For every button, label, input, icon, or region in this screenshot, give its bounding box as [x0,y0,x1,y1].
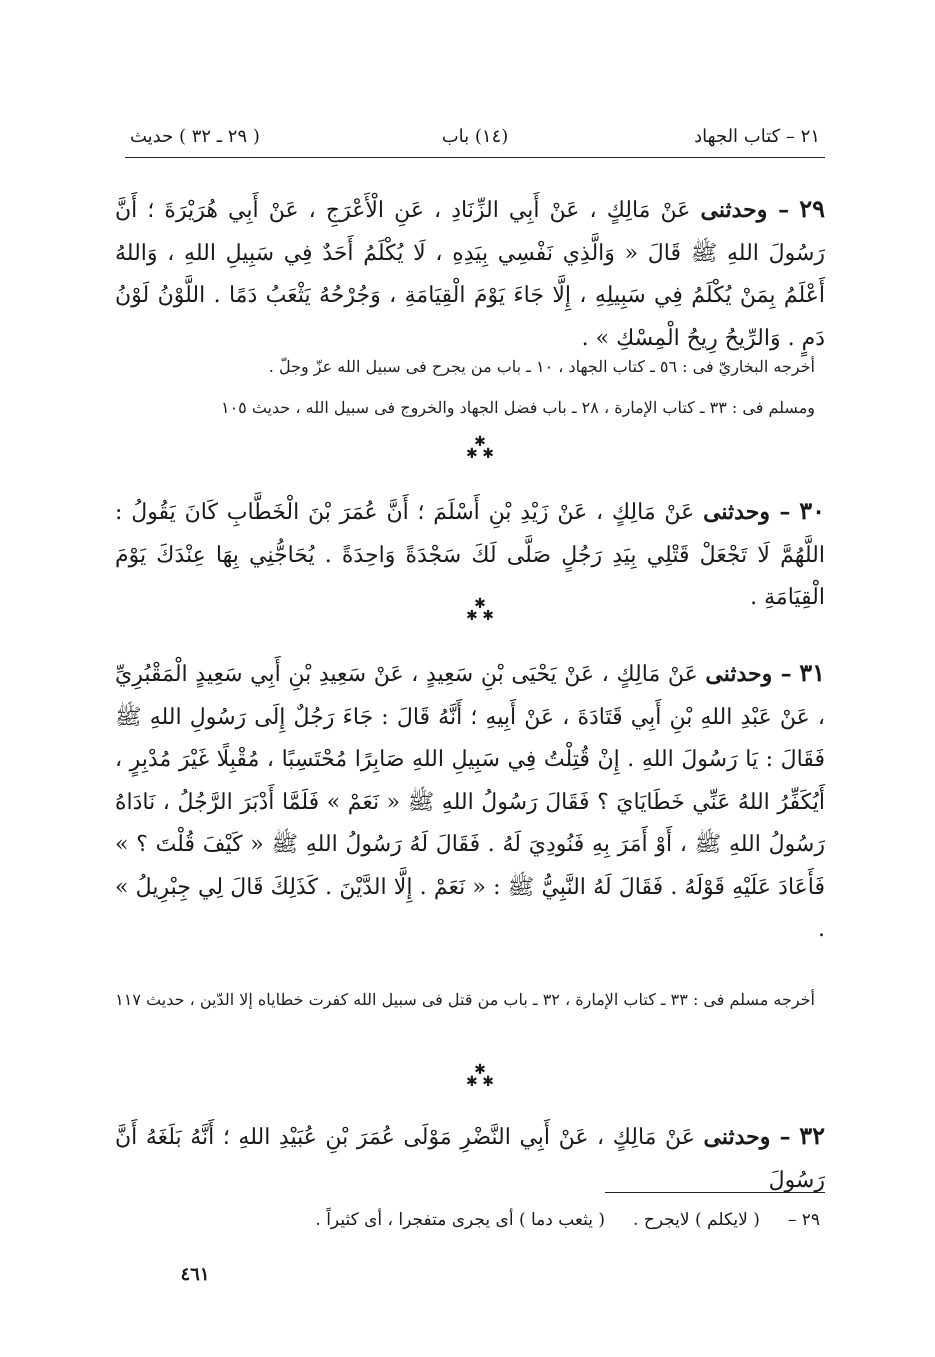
hadith-text: عَنْ مَالِكٍ ، عَنْ يَحْيَى بْنِ سَعِيدٍ ، عَنْ سَعِيدِ بْنِ أَبِي سَعِيدٍ الْمَقْبُرِيِّ ، عَنْ عَبْدِ اللهِ بْنِ أَبِي قَتَادَةَ ، عَنْ أَبِيهِ ؛ أَنَّهُ قَالَ : جَاءَ رَجُلٌ إِلَى رَسُولِ اللهِ ﷺ فَقَالَ : يَا رَسُولَ اللهِ . إِنْ قُتِلْتُ فِي سَبِيلِ اللهِ صَابِرًا مُحْتَسِبًا ، مُقْبِلًا غَيْرَ مُدْبِرٍ ، أَيُكَفِّرُ اللهُ عَنِّي خَطَايَايَ ؟ فَقَالَ رَسُولُ اللهِ ﷺ « نَعَمْ » فَلَمَّا أَدْبَرَ الرَّجُلُ ، نَادَاهُ رَسُولُ اللهِ ﷺ ، أَوْ أَمَرَ بِهِ فَنُودِيَ لَهُ . فَقَالَ لَهُ رَسُولُ اللهِ ﷺ « كَيْفَ قُلْتَ ؟ » فَأَعَادَ عَلَيْهِ قَوْلَهُ . فَقَالَ لَهُ النَّبِيُّ ﷺ : « نَعَمْ . إِلَّا الدَّيْنَ . كَذَلِكَ قَالَ لِي جِبْرِيلُ » . [115,662,825,942]
hadith-number: ٣١ [799,658,825,687]
header-chapter: (١٤) باب [441,126,509,147]
hadith-text: عَنْ مَالِكٍ ، عَنْ أَبِي النَّضْرِ مَوْلَى عُمَرَ بْنِ عُبَيْدِ اللهِ ؛ أَنَّهُ بَلَغَهُ أَنَّ رَسُولَ [115,1125,825,1193]
hadith-text: عَنْ مَالِكٍ ، عَنْ زَيْدِ بْنِ أَسْلَمَ ؛ أَنَّ عُمَرَ بْنَ الْخَطَّابِ كَانَ يَقُولُ : اللَّهُمَّ لَا تَجْعَلْ قَتْلِي بِيَدِ رَجُلٍ صَلَّى لَكَ سَجْدَةً وَاحِدَةً . يُحَاجُّنِي بِهَا عِنْدَكَ يَوْمَ الْقِيَامَةِ . [115,500,825,610]
footnote [260,1205,820,1235]
hadith-31 [115,652,825,952]
hadith-number: ٣٢ [799,1121,826,1150]
hadith-29-source-1: أخرجه البخاريّ فى : ٥٦ ـ كتاب الجهاد ، ١٠ ـ باب من يجرح فى سبيل الله عزّ وجلّ . [268,357,815,376]
hadith-lead: – وحدثنى [700,197,790,223]
section-divider-asterism: ✱ ✱ ✱ [466,434,494,462]
header-book-title: ٢١ – كتاب الجهاد [694,126,820,147]
footnote-rule [605,1192,825,1193]
header-hadith-range: ( ٢٩ ـ ٣٢ ) حديث [130,126,260,147]
running-header [130,122,820,152]
page-number: ٤٦١ [180,1264,210,1285]
hadith-number: ٢٩ [799,194,825,223]
hadith-29 [115,188,825,360]
hadith-31-source: أخرجه مسلم فى : ٣٣ ـ كتاب الإمارة ، ٣٢ ـ باب من قتل فى سبيل الله كفرت خطاياه إلا الدّين ، حديث ١١٧ [115,990,815,1009]
footnote-label: ٢٩ – [787,1210,820,1230]
hadith-number: ٣٠ [799,496,825,525]
hadith-lead: – وحدثنى [703,1124,791,1150]
header-rule [125,157,825,158]
hadith-29-source-2: ومسلم فى : ٣٣ ـ كتاب الإمارة ، ٢٨ ـ باب فضل الجهاد والخروج فى سبيل الله ، حديث ١٠٥ [220,398,815,417]
section-divider-asterism: ✱ ✱ ✱ [466,1062,494,1090]
footnote-term-2: ( يثعب دما ) أى يجرى متفجرا ، أى كثيراً . [315,1210,606,1230]
hadith-lead: – وحدثنى [705,661,792,687]
section-divider-asterism: ✱ ✱ ✱ [466,596,494,624]
hadith-text: عَنْ مَالِكٍ ، عَنْ أَبِي الزِّنَادِ ، عَنِ الْأَعْرَجِ ، عَنْ أَبِي هُرَيْرَةَ ؛ أَنَّ رَسُولَ اللهِ ﷺ قَالَ « وَالَّذِي نَفْسِي بِيَدِهِ ، لَا يُكْلَمُ أَحَدٌ فِي سَبِيلِ اللهِ ، وَاللهُ أَعْلَمُ بِمَنْ يُكْلَمُ فِي سَبِيلِهِ ، إِلَّا جَاءَ يَوْمَ الْقِيَامَةِ ، وَجُرْحُهُ يَثْعَبُ دَمًا . اللَّوْنُ لَوْنُ دَمٍ . وَالرِّيحُ رِيحُ الْمِسْكِ » . [115,198,825,351]
footnote-term-1: ( لايكلم ) لايجرح . [633,1210,760,1230]
hadith-lead: – وحدثنى [703,499,791,525]
hadith-32 [115,1115,825,1202]
